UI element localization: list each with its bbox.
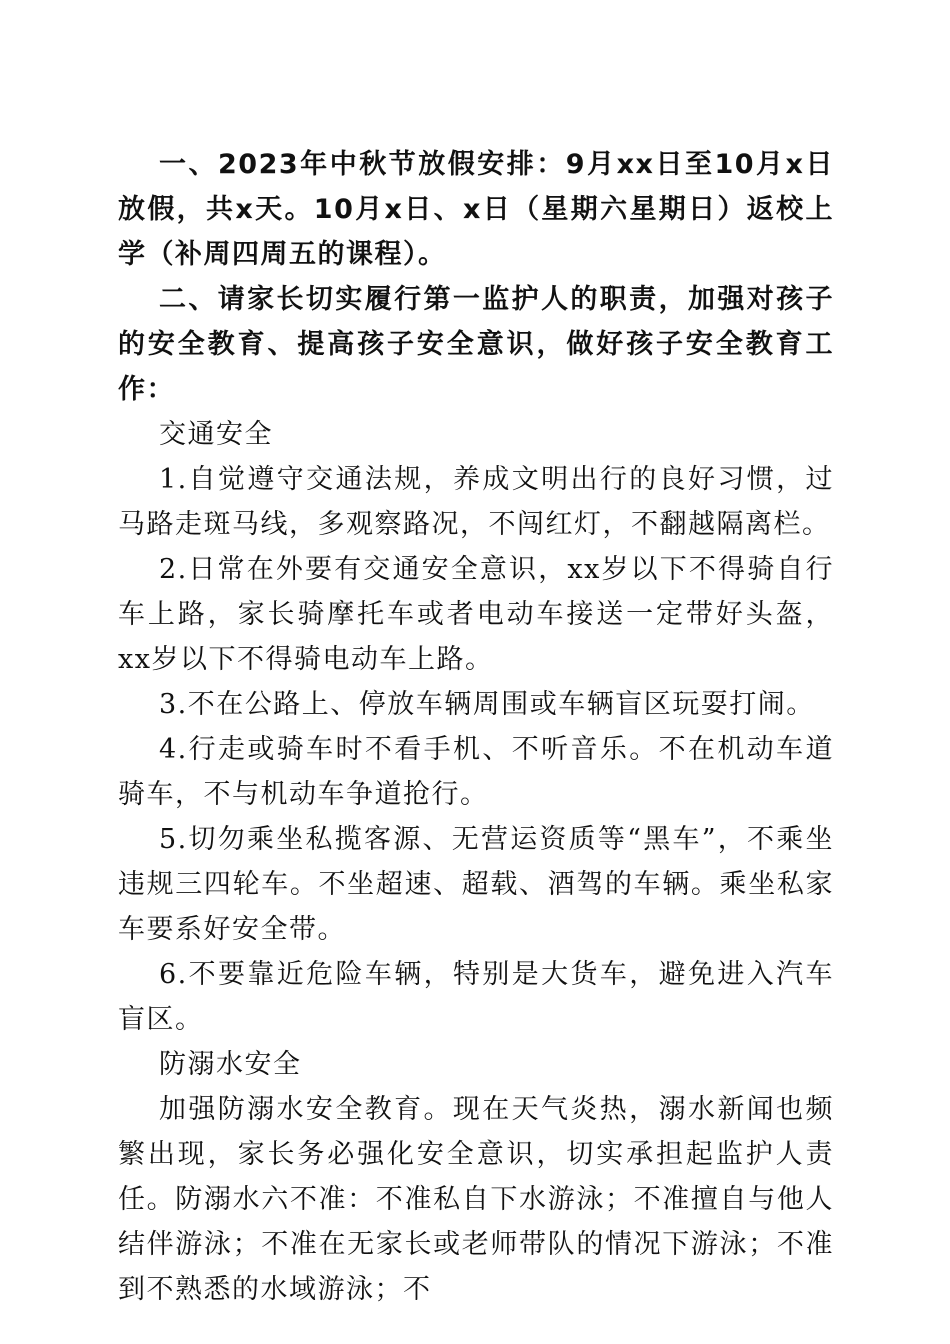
list-item: 1.自觉遵守交通法规，养成文明出行的良好习惯，过马路走斑马线，多观察路况，不闯红灯，不翻越隔离栏。 — [118, 464, 834, 540]
document-body — [118, 142, 834, 1312]
section-heading-traffic-safety: 交通安全 — [159, 419, 273, 450]
holiday-schedule-paragraph: 一、2023年中秋节放假安排：9月xx日至10月x日放假，共x天。10月x日、x日（星期六星期日）返校上学（补周四周五的课程）。 — [118, 149, 834, 270]
list-item: 3.不在公路上、停放车辆周围或车辆盲区玩耍打闹。 — [159, 689, 815, 720]
list-item: 6.不要靠近危险车辆，特别是大货车，避免进入汽车盲区。 — [118, 959, 834, 1035]
guardian-duty-paragraph: 二、请家长切实履行第一监护人的职责，加强对孩子的安全教育、提高孩子安全意识，做好孩子安全教育工作： — [118, 284, 834, 405]
list-item: 5.切勿乘坐私揽客源、无营运资质等“黑车”，不乘坐违规三四轮车。不坐超速、超载、酒驾的车辆。乘坐私家车要系好安全带。 — [118, 824, 834, 945]
list-item: 4.行走或骑车时不看手机、不听音乐。不在机动车道骑车，不与机动车争道抢行。 — [118, 734, 834, 810]
section-heading-drowning-prevention: 防溺水安全 — [159, 1049, 302, 1080]
drowning-prevention-paragraph: 加强防溺水安全教育。现在天气炎热，溺水新闻也频繁出现，家长务必强化安全意识，切实承担起监护人责任。防溺水六不准：不准私自下水游泳；不准擅自与他人结伴游泳；不准在无家长或老师带队的情况下游泳；不准到不熟悉的水域游泳；不 — [118, 1094, 834, 1305]
list-item: 2.日常在外要有交通安全意识，xx岁以下不得骑自行车上路，家长骑摩托车或者电动车接送一定带好头盔，xx岁以下不得骑电动车上路。 — [118, 554, 834, 675]
